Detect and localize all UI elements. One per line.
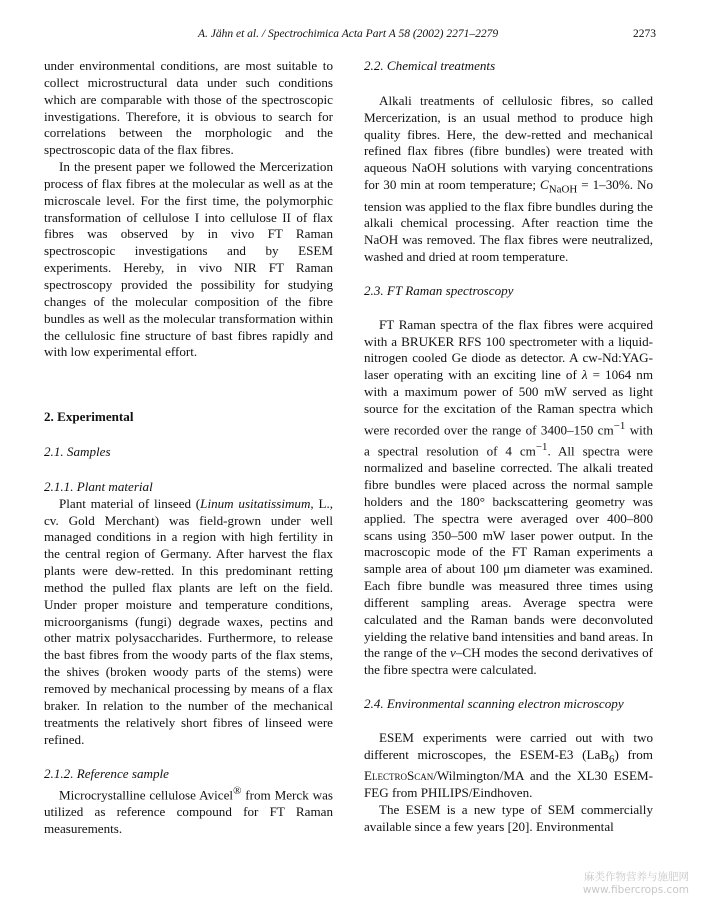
section-2-1-2-heading: 2.1.2. Reference sample — [44, 766, 169, 782]
right-column — [364, 58, 653, 836]
section-2-1-heading: 2.1. Samples — [44, 444, 111, 460]
site-watermark: 麻类作物营养与施肥网 www.fibercrops.com — [582, 871, 689, 896]
page-number: 2273 — [633, 28, 656, 40]
section-2-2-heading: 2.2. Chemical treatments — [364, 58, 496, 73]
brand-electroscan: ElectroScan — [364, 768, 434, 784]
paragraph-reference-sample: Microcrystalline cellulose Avicel® from Merck was utilized as reference compound for FT Raman measurements. — [44, 785, 334, 837]
paragraph-present-paper: In the present paper we followed the Mercerization process of flax fibres at the molecular as well as at the microscale level. For the first time, the polymorphic transformation of cellulose I into cellulose II of flax fibres was observed by in vivo FT Raman spectroscopic investigations and by ESEM experiments. Hereby, in vivo NIR FT Raman spectroscopy provided the possibility for studying changes of the molecular composition of the fibre bundles as well as the molecular transformation within the cellulosic fine structure of bast fibres rapidly and with low experimental effort. — [44, 159, 333, 360]
section-2-3-heading: 2.3. FT Raman spectroscopy — [364, 282, 514, 298]
species-name: Linum usitatissimum — [200, 495, 311, 511]
section-2-4-heading: 2.4. Environmental scanning electron microscopy — [364, 696, 624, 712]
paragraph-esem-continued: The ESEM is a new type of SEM commercially available since a few years [20]. Environmental — [364, 802, 653, 834]
paragraph-continued: under environmental conditions, are most suitable to collect microstructural data under such conditions which are comparable with those of the spectroscopic investigations. Therefore, it is obvious to search for correlations between the morphologic and the spectroscopic data of the flax fibres. — [44, 58, 333, 158]
section-2-1-1-heading: 2.1.1. Plant material — [44, 478, 153, 494]
running-title: A. Jähn et al. / Spectrochimica Acta Part A 58 (2002) 2271–2279 — [198, 28, 499, 40]
paragraph-ft-raman: FT Raman spectra of the flax fibres were acquired with a BRUKER RFS 100 spectrometer with a liquid-nitrogen cooled Ge diode as detector. A cw-Nd:YAG-laser operating with an exciting line of λ = 1064 nm with a maximum power of 500 mW served as light source for the excitation of the Raman spectra which were recorded over the range of 3400–150 $cm^{-1}$ with a spectral resolution of 4 $cm^{-1}$. All spectra were normalized and baseline corrected. The alkali treated fibre bundles were placed across the normal sample holders and the 180° backscattering geometry was applied. The spectra were averaged over 400–800 scans using 350–500 mW laser power output. In the macroscopic mode of the FT Raman experiments a sample area of about 100 μm diameter was examined. Each fibre bundle was measured three times using different sampling areas. Average spectra were calculated and the Raman bands were deconvoluted yielding the relative band intensities and band areas. In the range of the ν–CH modes the second derivatives of the fibre spectra were calculated. — [364, 316, 654, 678]
running-header — [44, 28, 656, 44]
left-column — [44, 58, 333, 838]
section-2-heading: 2. Experimental — [44, 409, 134, 425]
paragraph-esem: ESEM experiments were carried out with two different microscopes, the ESEM-E3 (LaB$_6$) from ElectroScan/Wilmington/MA and the XL30 ESEM-FEG from PHILIPS/Eindhoven. — [364, 730, 653, 801]
paragraph-chemical-treatments: Alkali treatments of cellulosic fibres, so called Mercerization, is an usual method to produce high quality fibres. Here, the dew-retted and mechanical refined flax fibres (fibre bundles) were treated with aqueous NaOH solutions with varying concentrations for 30 min at room temperature; $C_{NaOH} = 1-30\%$. No tension was applied to the flax fibre bundles during the alkali chemical processing. After reaction time the NaOH was removed. The flax fibres were neutralized, washed and dried at room temperature. — [364, 92, 654, 265]
paragraph-plant-material: Plant material of linseed (Linum usitatissimum, L., cv. Gold Merchant) was field-grown under well managed conditions in a region with high fertility in the central region of Germany. After harvest the flax plants were dew-retted. In this predominant retting method the pulled flax plants are left on the field. Under proper moisture and temperature conditions, microorganisms (fungi) degrade waxes, pectins and other matrix polysaccharides. Furthermore, to release the bast fibres from the woody parts of the flax stems, the shives (broken woody parts of the stems) were removed by mechanical processing by means of a flax braker. In relation to the number of the mechanical treatments the relatively short fibres of linseed were refined. — [44, 495, 333, 747]
